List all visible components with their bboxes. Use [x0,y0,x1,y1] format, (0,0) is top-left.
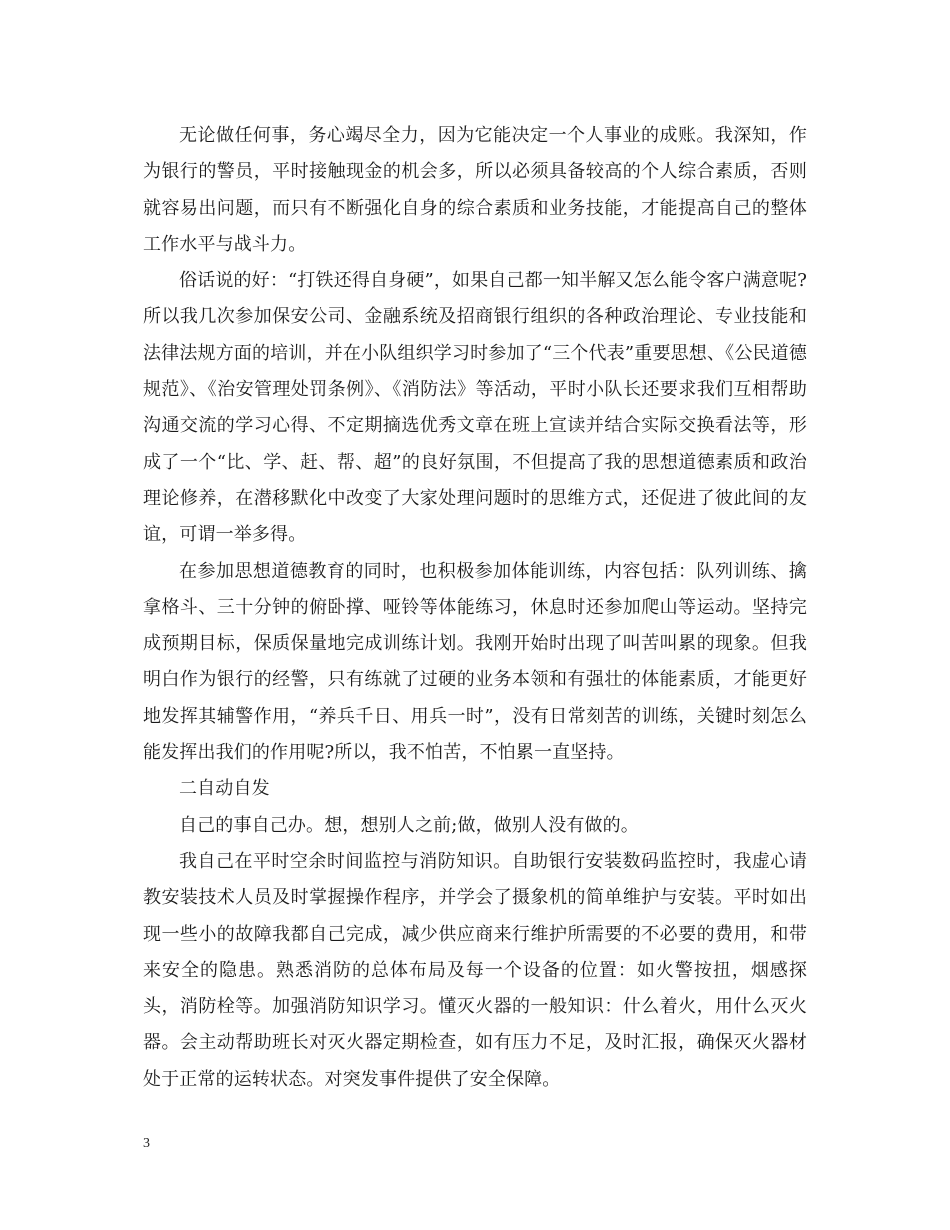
paragraph-physical-training: 在参加思想道德教育的同时，也积极参加体能训练，内容包括：队列训练、擒拿格斗、三十分钟的俯卧撑、哑铃等体能练习，休息时还参加爬山等运动。坚持完成预期目标，保质保量地完成训练计划。我刚开始时出现了叫苦叫累的现象。但我明白作为银行的经警，只有练就了过硬的业务本领和有强壮的体能素质，才能更好地发挥其辅警作用，“养兵千日、用兵一时”，没有日常刻苦的训练，关键时刻怎么能发挥出我们的作用呢?所以，我不怕苦，不怕累一直坚持。 [143,560,807,764]
paragraph-study-training: 俗话说的好：“打铁还得自身硬”，如果自己都一知半解又怎么能令客户满意呢?所以我几次参加保安公司、金融系统及招商银行组织的各种政治理论、专业技能和法律法规方面的培训，并在小队组织学习时参加了“三个代表”重要思想、《公民道德规范》、《治安管理处罚条例》、《消防法》等活动，平时小队长还要求我们互相帮助沟通交流的学习心得、不定期摘选优秀文章在班上宣读并结合实际交换看法等，形成了一个“比、学、赶、帮、超”的良好氛围，不但提高了我的思想道德素质和政治理论修养，在潜移默化中改变了大家处理问题时的思维方式，还促进了彼此间的友谊，可谓一举多得。 [143,270,807,546]
paragraph-motto: 自己的事自己办。想，想别人之前;做，做别人没有做的。 [179,814,639,836]
paragraph-monitoring-fire-safety: 我自己在平时空余时间监控与消防知识。自助银行安装数码监控时，我虚心请教安装技术人员及时掌握操作程序，并学会了摄象机的简单维护与安装。平时如出现一些小的故障我都自己完成，减少供应商来行维护所需要的不必要的费用，和带来安全的隐患。熟悉消防的总体布局及每一个设备的位置：如火警按扭，烟感探头，消防栓等。加强消防知识学习。懂灭火器的一般知识：什么着火，用什么灭火器。会主动帮助班长对灭火器定期检查，如有压力不足，及时汇报，确保灭火器材处于正常的运转状态。对突发事件提供了安全保障。 [143,850,807,1090]
paragraph-diligence: 无论做任何事，务心竭尽全力，因为它能决定一个人事业的成账。我深知，作为银行的警员，平时接触现金的机会多，所以必须具备较高的个人综合素质，否则就容易出问题，而只有不断强化自身的综合素质和业务技能，才能提高自己的整体工作水平与战斗力。 [143,125,807,255]
section-heading-self-motivation: 二自动自发 [179,778,270,800]
document-body [143,118,807,1098]
page-number: 3 [143,1136,150,1151]
